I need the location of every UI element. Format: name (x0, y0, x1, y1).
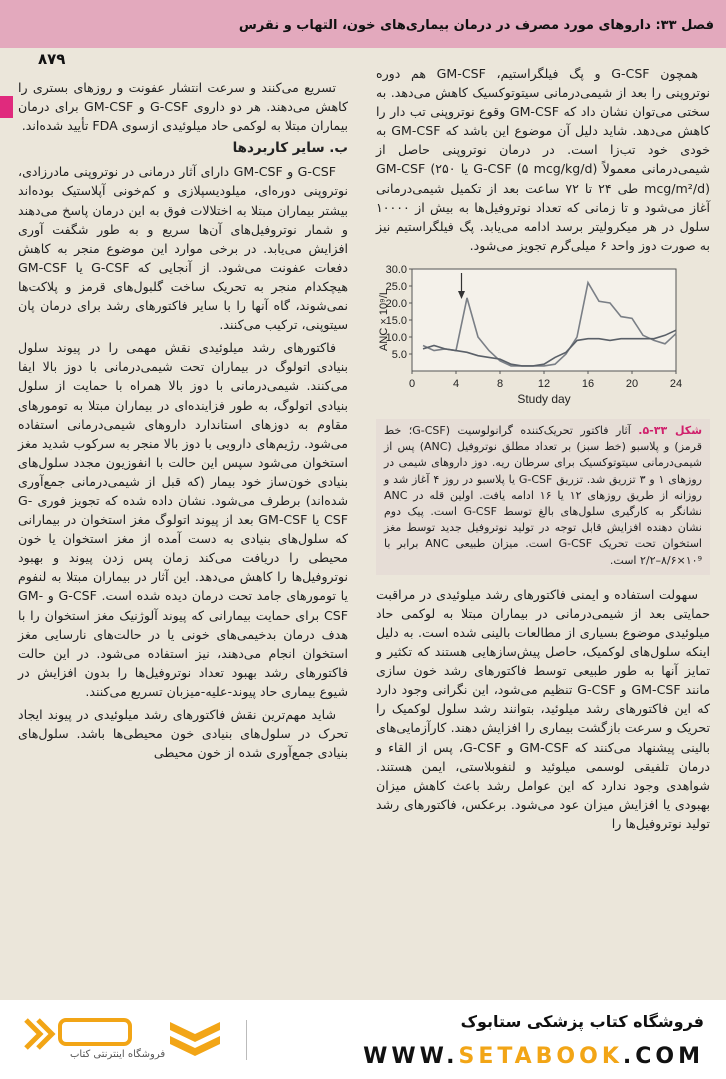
x-tick-label: 16 (581, 377, 595, 390)
figure-caption-text: آثار فاکتور تحریک‌کننده گرانولوسیت (G-CSF؛ خط قرمز) و پلاسبو (خط سبز) بر تعداد مطلق نوتروفیل (ANC) پس از شیمی‌درمانی سیتوتوکسیک برای سرطان ریه. دوز داروهای شیمی در روزهای ۱ و ۳ تزریق شد. تزریق G-CSF یا پلاسبو در روز ۴ آغاز شد و روزانه از طریق روزهای ۱۲ یا ۱۶ ادامه یافت. اولین قله در ANC نشانگر به کارگیری سلول‌های بالغ توسط G-CSF است. پیک دوم نشان دهنده افزایش قابل توجه در تولید نوتروفیل جدید توسط مغز استخوان تحت تحریک G-CSF است. میزان طبیعی ANC برابر با ۱۰⁹×۸/۶–۲/۲ است. (384, 423, 702, 567)
chapter-title: فصل ۳۳: داروهای مورد مصرف در درمان بیماری‌های خون، التهاب و نقرس (238, 18, 714, 33)
right-column (376, 64, 710, 837)
url-prefix: WWW. (363, 1044, 459, 1069)
y-tick-label: 30.0 (385, 263, 407, 276)
logo-subtitle: فروشگاه اینترنتی کتاب (70, 1049, 166, 1060)
x-tick-label: 0 (408, 377, 416, 390)
x-tick-label: 24 (669, 377, 683, 390)
store-footer (0, 1000, 726, 1079)
url-accent: SETABOOK (458, 1044, 623, 1069)
anc-chart-svg (376, 263, 710, 413)
section-heading: ب. سایر کاربردها (232, 140, 348, 157)
y-tick-label: 15.0 (385, 314, 407, 327)
url-suffix: .COM (622, 1044, 704, 1069)
x-tick-label: 4 (452, 377, 460, 390)
page-header (0, 0, 726, 48)
y-tick-label: 5.0 (391, 348, 407, 361)
paragraph: تسریع می‌کنند و سرعت انتشار عفونت و روزهای بستری را کاهش می‌دهند. هر دو داروی G-CSF و GM-CSF برای درمان بیماران مبتلا به لوکمی حاد میلوئیدی ازسوی FDA تأیید شده‌اند. (18, 80, 349, 134)
setabook-logo[interactable] (20, 1014, 230, 1066)
store-url-link[interactable] (363, 1044, 704, 1069)
x-tick-label: 20 (625, 377, 639, 390)
paragraph: شاید مهم‌ترین نقش فاکتورهای رشد میلوئیدی در پیوند ایجاد تحرک در سلول‌های بنیادی خون محیطی‌ها باشد. سلول‌های بنیادی جمع‌آوری شده از خون محیطی (18, 707, 348, 761)
chapter-tab-marker (0, 96, 13, 118)
y-tick-label: 20.0 (385, 297, 407, 310)
y-tick-label: 10.0 (385, 331, 407, 344)
plot-area (412, 269, 676, 371)
page-number: ۸۷۹ (38, 50, 66, 68)
figure-label: شکل ۳۳-۵. (638, 423, 703, 437)
paragraph: همچون G-CSF و پگ فیلگراستیم، GM-CSF هم دوره نوتروپنی را بعد از شیمی‌درمانی سیتوتوکسیک کاهش می‌دهد. به سختی می‌توان نشان داد که GM-CSF وقوع نوتروپنی تب دار را کاهش می‌دهد. شاید دلیل آن موضوع این باشد که GM-CSF به خودی خود تب‌زا است. در درمان نوتروپنی حاصل از شیمی‌درمانی معمولاً G-CSF (۵ mcg/kg/d) یا GM-CSF (۲۵۰ mcg/m²/d) طی ۲۴ تا ۷۲ ساعت بعد از تکمیل شیمی‌درمانی آغاز می‌شود و تا زمانی که تعداد نوتروفیل‌ها به بیش از ۱۰۰۰۰ سلول در هر میکرولیتر برسد ادامه می‌یابد. پگ فیلگراستیم نیز به صورت دوز واحد ۶ میلی‌گرم تجویز می‌شود. (376, 66, 710, 253)
footer-divider (246, 1020, 247, 1060)
x-tick-label: 8 (496, 377, 504, 390)
y-axis-label: ANC × 10⁹/L (378, 288, 390, 351)
y-tick-label: 25.0 (385, 280, 407, 293)
figure-caption (376, 419, 710, 575)
paragraph: G-CSF و GM-CSF دارای آثار درمانی در نوتروپنی مادرزادی، نوتروپنی دوره‌ای، میلودیسپلازی و کم‌خونی آپلاستیک بوده‌اند بیشتر بیماران مبتلا به اختلالات فوق به این درمان پاسخ می‌دهند و شمار نوتروفیل‌های آن‌ها سریع و به طور شگفت آوری افزایش می‌یابد. در برخی موارد این موضوع منجر به کاهش دفعات عفونت می‌شود. از آنجایی که G-CSF یا GM-CSF هیچکدام منجر به تحریک ساخت گلبول‌های قرمز و پلاکت‌ها نمی‌شوند، گاه آنها را با سایر فاکتورهای رشد برای درمان پان سیتوپنی، ترکیب می‌کنند. (18, 164, 348, 333)
store-name: فروشگاه کتاب پزشکی ستابوک (460, 1012, 704, 1031)
x-tick-label: 12 (537, 377, 551, 390)
paragraph: سهولت استفاده و ایمنی فاکتورهای رشد میلوئیدی در مراقبت حمایتی بعد از شیمی‌درمانی در بیماران مبتلا به لوکمی حاد میلوئیدی موضوع بسیاری از مطالعات بالینی شده است. به دلیل اینکه سلول‌های لوکمیک، حاصل پیش‌سازهایی هستند که تکثیر و تمایز آنها به طور طبیعی توسط فاکتورهای رشد خون سازی مانند GM-CSF و G-CSF تنظیم می‌شود، این نگرانی وجود دارد که این فاکتورهای رشد میلوئید، بتوانند رشد سلول لوکمیک را تحریک و سرعت بازگشت بیماری را افزایش دهند. کارآزمایی‌های بالینی پیشنهاد می‌کنند که GM-CSF و G-CSF، پس از القاء و درمان تلفیقی لوسمی میلوئید و لنفوبلاستی، ایمن هستند. شواهدی وجود ندارد که این عوامل رشد باعث کاهش میزان بهبودی یا افزایش میزان عود می‌شود. برعکس، فاکتورهای رشد تولید نوتروفیل‌ها را (376, 586, 710, 831)
anc-chart (376, 263, 710, 413)
x-axis-label: Study day (517, 391, 571, 406)
paragraph: فاکتورهای رشد میلوئیدی نقش مهمی را در پیوند سلول بنیادی اتولوگ در بیماران تحت شیمی‌درمانی با دوز بالا ایفا می‌کنند. شیمی‌درمانی با دوز بالا همراه با حمایت از سلول بنیادی اتولوگ، به طور فزاینده‌ای در بیماران مبتلا به تومورهای مقاوم به دوزهای استاندارد داروهای شیمی‌درمانی استفاده می‌شود. رژیم‌های دارویی با دوز بالا منجر به سرکوب شدید مغز استخوان می‌شود سپس این حالت با انفوزیون مجدد سلول‌های بنیادی خون‌ساز خود بیمار (که قبل از شیمی‌درمانی جمع‌آوری شده‌اند) برطرف می‌شود. نشان داده شده که تجویز فوری G-CSF یا GM-CSF بعد از پیوند اتولوگ مغز استخوان در بیمارانی که سلول‌های بنیادی به دست آمده از مغز استخوان یا خون محیطی را دریافت می‌کند زمان پس زدن پیوند و بهبود نوتروفیل‌ها را کاهش می‌دهد. این آثار در بیماران مبتلا به لنفوم یا تومورهای جامد تحت درمان دیده شده است. G-CSF و GM-CSF برای حمایت بیمارانی که پیوند آلوژنیک مغز استخوان را با هدف درمان بدخیمی‌های خونی یا در حالت‌های نارسایی مغز استخوان انجام می‌دهند، نیز استفاده می‌شود. در این حالت فاکتورهای رشد بهبود تعداد نوتروفیل‌ها را بدون افزایش در شیوع بیماری حاد پیوند-علیه-میزبان تسریع می‌کنند. (18, 340, 348, 699)
left-column (18, 78, 348, 766)
